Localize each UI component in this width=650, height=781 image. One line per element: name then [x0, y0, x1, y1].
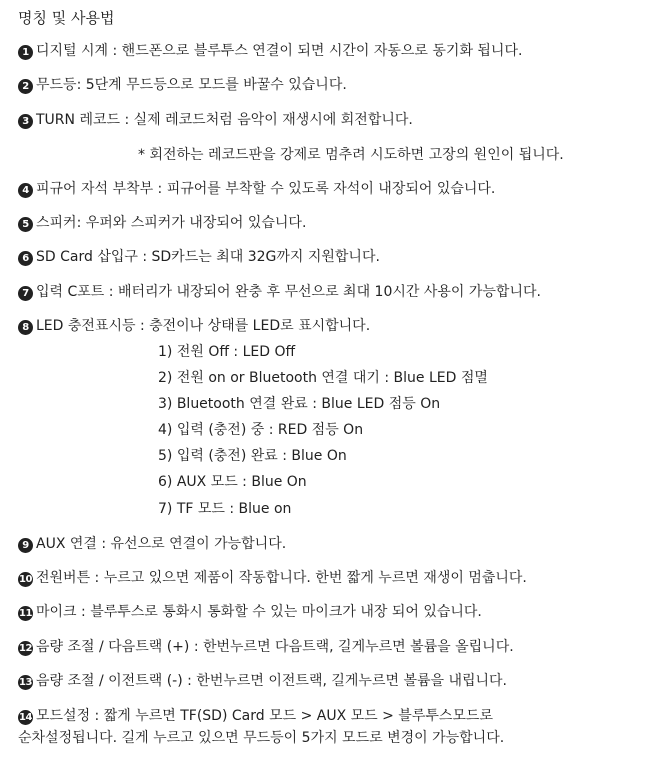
item-text: 입력 C포트 : 배터리가 내장되어 완충 후 무선으로 최대 10시간 사용이 가능합니다.: [36, 284, 541, 300]
page-title: 명칭 및 사용법: [18, 9, 115, 27]
list-item-1: [18, 41, 522, 61]
list-item-7: [18, 282, 541, 302]
item-text: 무드등: 5단계 무드등으로 모드를 바꿀수 있습니다.: [36, 77, 347, 93]
list-item-14-continuation: 순차설정됩니다. 길게 누르고 있으면 무드등이 5가지 모드로 변경이 가능합니다.: [18, 730, 505, 746]
list-item-8: [18, 316, 370, 336]
list-item-3: [18, 110, 413, 130]
list-item-12: [18, 637, 514, 657]
number-badge: 3: [18, 114, 33, 129]
item-text: 마이크 : 블루투스로 통화시 통화할 수 있는 마이크가 내장 되어 있습니다.: [36, 604, 482, 620]
led-state-4: 4) 입력 (충전) 중 : RED 점등 On: [158, 422, 364, 438]
item-text: 스피커: 우퍼와 스피커가 내장되어 있습니다.: [36, 215, 307, 231]
led-state-6: 6) AUX 모드 : Blue On: [158, 474, 307, 490]
led-state-7: 7) TF 모드 : Blue on: [158, 501, 292, 517]
number-badge: 7: [18, 286, 33, 301]
number-badge: 12: [19, 643, 32, 654]
led-state-5: 5) 입력 (충전) 완료 : Blue On: [158, 448, 347, 464]
item-text: SD Card 삽입구 : SD카드는 최대 32G까지 지원합니다.: [36, 249, 380, 265]
list-item-14: [18, 706, 493, 726]
list-item-9: [18, 534, 286, 554]
list-item-10: [18, 568, 527, 588]
number-badge: 14: [19, 712, 32, 723]
number-badge: 2: [18, 79, 33, 94]
item-text: LED 충전표시등 : 충전이나 상태를 LED로 표시합니다.: [36, 318, 371, 334]
number-badge: 13: [19, 677, 32, 688]
list-item-11: [18, 602, 482, 622]
item-text: 피규어 자석 부착부 : 피규어를 부착할 수 있도록 자석이 내장되어 있습니다.: [36, 181, 496, 197]
number-badge: 8: [18, 320, 33, 335]
warning-note: * 회전하는 레코드판을 강제로 멈추려 시도하면 고장의 원인이 됩니다.: [138, 147, 564, 163]
led-state-1: 1) 전원 Off : LED Off: [158, 344, 296, 360]
list-item-4: [18, 179, 495, 199]
number-badge: 5: [18, 217, 33, 232]
item-text: 디지털 시계 : 핸드폰으로 블루투스 연결이 되면 시간이 자동으로 동기화 됩니다.: [36, 43, 523, 59]
list-item-6: [18, 247, 380, 267]
item-text: 모드설정 : 짧게 누르면 TF(SD) Card 모드 > AUX 모드 > 블루투스모드로: [36, 708, 493, 724]
item-text: TURN 레코드 : 실제 레코드처럼 음악이 재생시에 회전합니다.: [36, 112, 413, 128]
number-badge: 1: [18, 45, 33, 60]
number-badge: 10: [19, 574, 32, 585]
list-item-2: [18, 75, 347, 95]
list-item-13: [18, 671, 507, 691]
number-badge: 11: [19, 608, 32, 619]
number-badge: 9: [18, 538, 33, 553]
number-badge: 4: [18, 183, 33, 198]
item-text: AUX 연결 : 유선으로 연결이 가능합니다.: [36, 536, 287, 552]
led-state-3: 3) Bluetooth 연결 완료 : Blue LED 점등 On: [158, 396, 441, 412]
item-text: 음량 조절 / 다음트랙 (+) : 한번누르면 다음트랙, 길게누르면 볼륨을 올립니다.: [36, 639, 514, 655]
list-item-5: [18, 213, 306, 233]
number-badge: 6: [18, 251, 33, 266]
led-state-2: 2) 전원 on or Bluetooth 연결 대기 : Blue LED 점멸: [158, 370, 488, 386]
item-text: 음량 조절 / 이전트랙 (-) : 한번누르면 이전트랙, 길게누르면 볼륨을 내립니다.: [36, 673, 508, 689]
item-text: 전원버튼 : 누르고 있으면 제품이 작동합니다. 한번 짧게 누르면 재생이 멈춥니다.: [36, 570, 527, 586]
